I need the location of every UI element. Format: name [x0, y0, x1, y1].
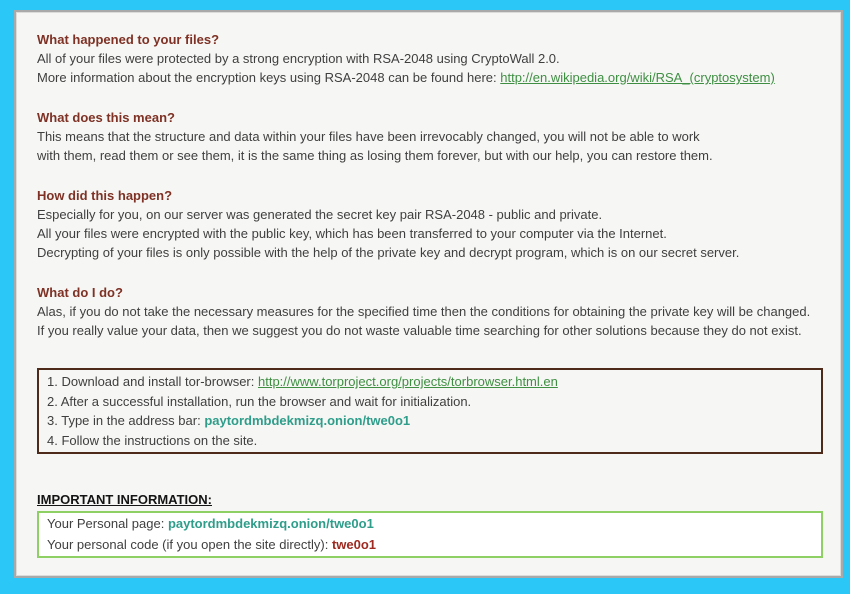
text-line: Decrypting of your files is only possible with the help of the private key and decrypt program, which is on our secret server.: [37, 245, 740, 260]
section-what-does-this-mean: [37, 108, 823, 165]
text-line: Alas, if you do not take the necessary measures for the specified time then the conditions for obtaining the private key will be changed.: [37, 304, 811, 319]
section-heading: How did this happen?: [37, 188, 173, 203]
text-span: 3. Type in the address bar:: [47, 413, 205, 428]
personal-info-box: [37, 511, 823, 558]
instruction-step-2: 2. After a successful installation, run the browser and wait for initialization.: [47, 393, 472, 409]
section-what-happened: [37, 30, 823, 87]
torproject-link[interactable]: http://www.torproject.org/projects/torbrowser.html.en: [258, 374, 558, 389]
personal-code-line: [47, 535, 813, 556]
note-content: [16, 12, 841, 558]
text-span: Your personal code (if you open the site directly):: [47, 536, 332, 552]
text-span: 1. Download and install tor-browser:: [47, 374, 258, 389]
section-heading: What do I do?: [37, 285, 123, 300]
text-line: All your files were encrypted with the public key, which has been transferred to your computer via the Internet.: [37, 226, 667, 241]
text-line: with them, read them or see them, it is the same thing as losing them forever, but with our help, you can restore them.: [37, 148, 713, 163]
text-span: Your Personal page:: [47, 516, 168, 531]
important-information-heading: IMPORTANT INFORMATION:: [37, 492, 212, 507]
note-panel: [14, 10, 843, 578]
onion-address: paytordmbdekmizq.onion/twe0o1: [204, 413, 411, 428]
personal-page-link[interactable]: paytordmbdekmizq.onion/twe0o1: [167, 516, 374, 531]
section-what-do-i-do: [37, 283, 823, 340]
section-heading: What does this mean?: [37, 110, 175, 125]
tor-instructions-box: [37, 368, 823, 454]
text-line: [37, 68, 823, 87]
text-line: If you really value your data, then we suggest you do not waste valuable time searching for other solutions because they do not exist.: [37, 323, 802, 338]
section-how-did-this-happen: [37, 186, 823, 262]
instruction-step-3: [47, 411, 813, 431]
personal-code: twe0o1: [331, 536, 377, 552]
instruction-step-4: 4. Follow the instructions on the site.: [47, 432, 258, 448]
text-line: This means that the structure and data within your files have been irrevocably changed, you will not be able to work: [37, 129, 700, 144]
personal-page-line: [47, 514, 813, 535]
text-span: More information about the encryption keys using RSA-2048 can be found here:: [37, 70, 501, 85]
instruction-step-1: [47, 372, 813, 392]
wikipedia-rsa-link[interactable]: http://en.wikipedia.org/wiki/RSA_(cryptosystem): [500, 70, 775, 85]
text-line: All of your files were protected by a strong encryption with RSA-2048 using CryptoWall 2.0.: [37, 51, 560, 66]
section-heading: What happened to your files?: [37, 32, 220, 47]
text-line: Especially for you, on our server was generated the secret key pair RSA-2048 - public and private.: [37, 207, 603, 222]
